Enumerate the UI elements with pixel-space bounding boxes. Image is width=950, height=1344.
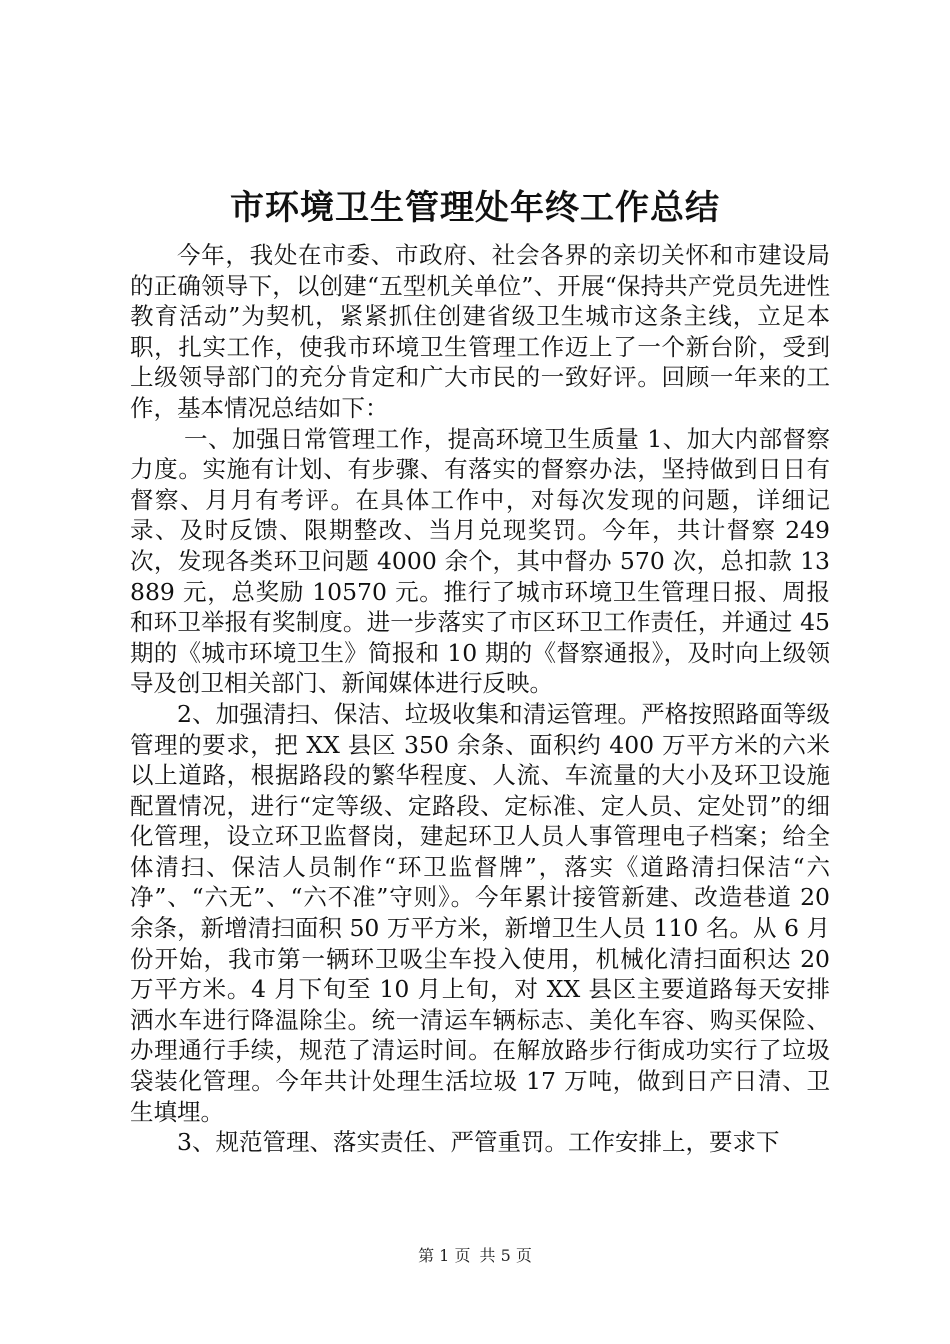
page-footer — [0, 1246, 950, 1266]
document-body — [130, 240, 830, 1158]
paragraph-item-2: 2、加强清扫、保洁、垃圾收集和清运管理。严格按照路面等级管理的要求，把 XX 县区 350 余条、面积约 400 万平方米的六米以上道路，根据路段的繁华程度、人流、车流量的大小及环卫设施配置情况，进行“定等级、定路段、定标准、定人员、定处罚”的细化管理，设立环卫监督岗，建起环卫人员人事管理电子档案；给全体清扫、保洁人员制作“环卫监督牌”，落实《道路清扫保洁“六净”、“六无”、“六不准”守则》。今年累计接管新建、改造巷道 20 余条，新增清扫面积 50 万平方米，新增卫生人员 110 名。从 6 月份开始，我市第一辆环卫吸尘车投入使用，机械化清扫面积达 20 万平方米。4 月下旬至 10 月上旬，对 XX 县区主要道路每天安排洒水车进行降温除尘。统一清运车辆标志、美化车容、购买保险、办理通行手续，规范了清运时间。在解放路步行街成功实行了垃圾袋装化管理。今年共计处理生活垃圾 17 万吨，做到日产日清、卫生填埋。 — [130, 699, 830, 1126]
paragraph-section-1: 一、加强日常管理工作，提高环境卫生质量 1、加大内部督察力度。实施有计划、有步骤、有落实的督察办法，坚持做到日日有督察、月月有考评。在具体工作中，对每次发现的问题，详细记录、及时反馈、限期整改、当月兑现奖罚。今年，共计督察 249 次，发现各类环卫问题 4000 余个，其中督办 570 次，总扣款 13889 元，总奖励 10570 元。推行了城市环境卫生管理日报、周报和环卫举报有奖制度。进一步落实了市区环卫工作责任，并通过 45 期的《城市环境卫生》简报和 10 期的《督察通报》，及时向上级领导及创卫相关部门、新闻媒体进行反映。 — [130, 424, 830, 698]
document-title: 市环境卫生管理处年终工作总结 — [230, 188, 720, 228]
page-number: 第 1 页 — [418, 1246, 471, 1265]
page-total: 共 5 页 — [479, 1246, 532, 1265]
paragraph-intro: 今年，我处在市委、市政府、社会各界的亲切关怀和市建设局的正确领导下，以创建“五型机关单位”、开展“保持共产党员先进性教育活动”为契机，紧紧抓住创建省级卫生城市这条主线，立足本职，扎实工作，使我市环境卫生管理工作迈上了一个新台阶，受到上级领导部门的充分肯定和广大市民的一致好评。回顾一年来的工作，基本情况总结如下： — [130, 241, 830, 422]
paragraph-item-3: 3、规范管理、落实责任、严管重罚。工作安排上，要求下 — [177, 1128, 780, 1157]
